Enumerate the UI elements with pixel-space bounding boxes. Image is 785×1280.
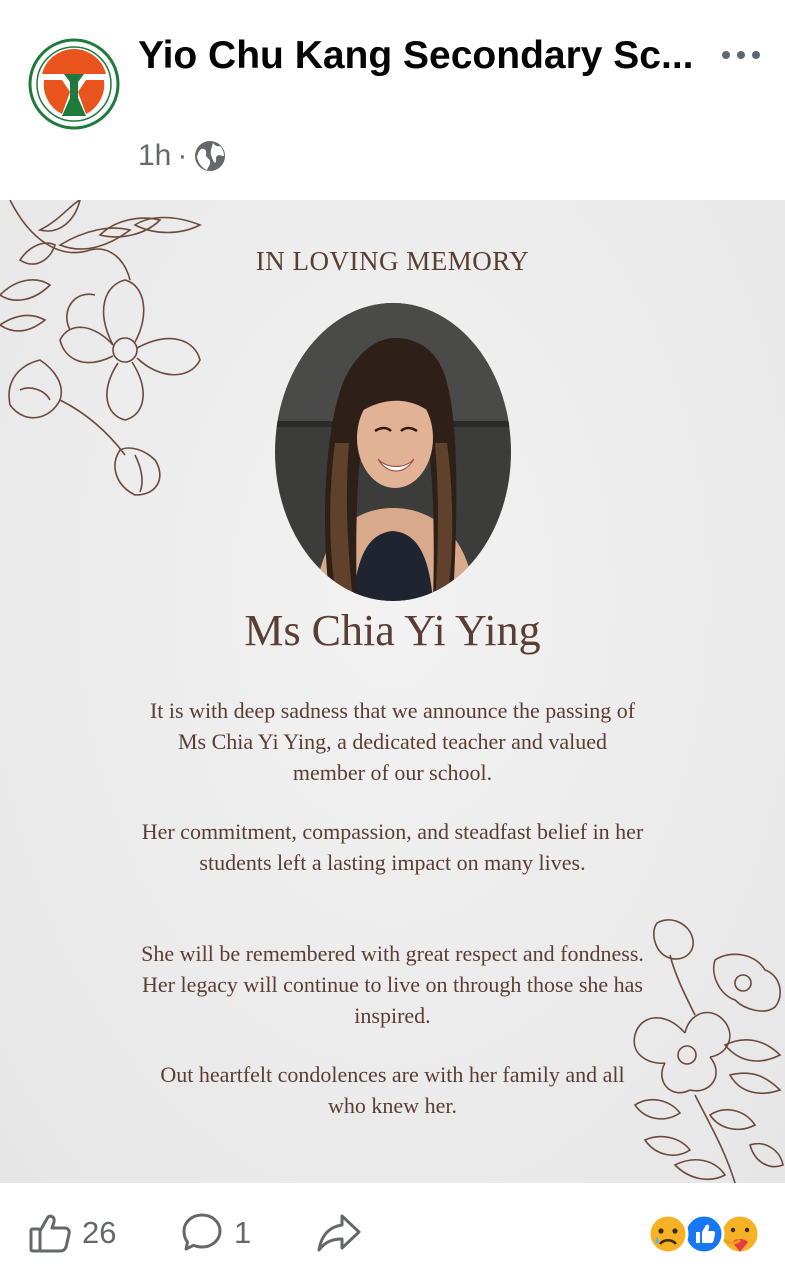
more-dot [752,51,760,59]
thumbs-up-outline-icon [28,1211,72,1255]
memorial-paragraph: Her commitment, compassion, and steadfast belief in her students left a lasting impact on many lives. [141,819,644,875]
comment-button[interactable] [180,1211,251,1255]
school-logo-avatar[interactable] [28,38,120,130]
floral-decoration-icon [615,915,785,1183]
more-dot [722,51,730,59]
memorial-paragraph: She will be remembered with great respect and fondness. Her legacy will continue to live on through those she has inspired. [141,941,644,1028]
meta-separator: · [177,139,188,172]
post-time[interactable]: 1h [138,139,172,172]
sad-reaction-icon [649,1215,687,1253]
portrait-photo [275,303,511,601]
globe-icon [193,139,227,173]
like-count: 26 [82,1215,117,1250]
more-options-button[interactable] [716,40,766,70]
like-button[interactable] [28,1211,116,1255]
page-name[interactable]: Yio Chu Kang Secondary Sc... [138,34,694,77]
comment-count: 1 [234,1215,252,1250]
care-reaction-icon [721,1215,759,1253]
reactions-summary[interactable] [646,1212,762,1256]
share-arrow-icon [316,1211,362,1255]
post-meta [138,136,227,176]
like-reaction-icon [685,1215,723,1253]
more-dot [737,51,745,59]
post-action-bar [0,1183,785,1280]
memorial-name: Ms Chia Yi Ying [244,606,541,655]
comment-bubble-icon [180,1211,224,1255]
memorial-paragraph: Out heartfelt condolences are with her family and all who knew her. [160,1062,625,1118]
memorial-card[interactable] [0,200,785,1183]
floral-decoration-icon [0,200,215,500]
share-button[interactable] [316,1211,362,1255]
post-header [0,0,785,200]
memorial-heading: IN LOVING MEMORY [255,246,530,276]
memorial-paragraph: It is with deep sadness that we announce the passing of Ms Chia Yi Ying, a dedicated teacher and valued member of our school. [149,698,636,785]
